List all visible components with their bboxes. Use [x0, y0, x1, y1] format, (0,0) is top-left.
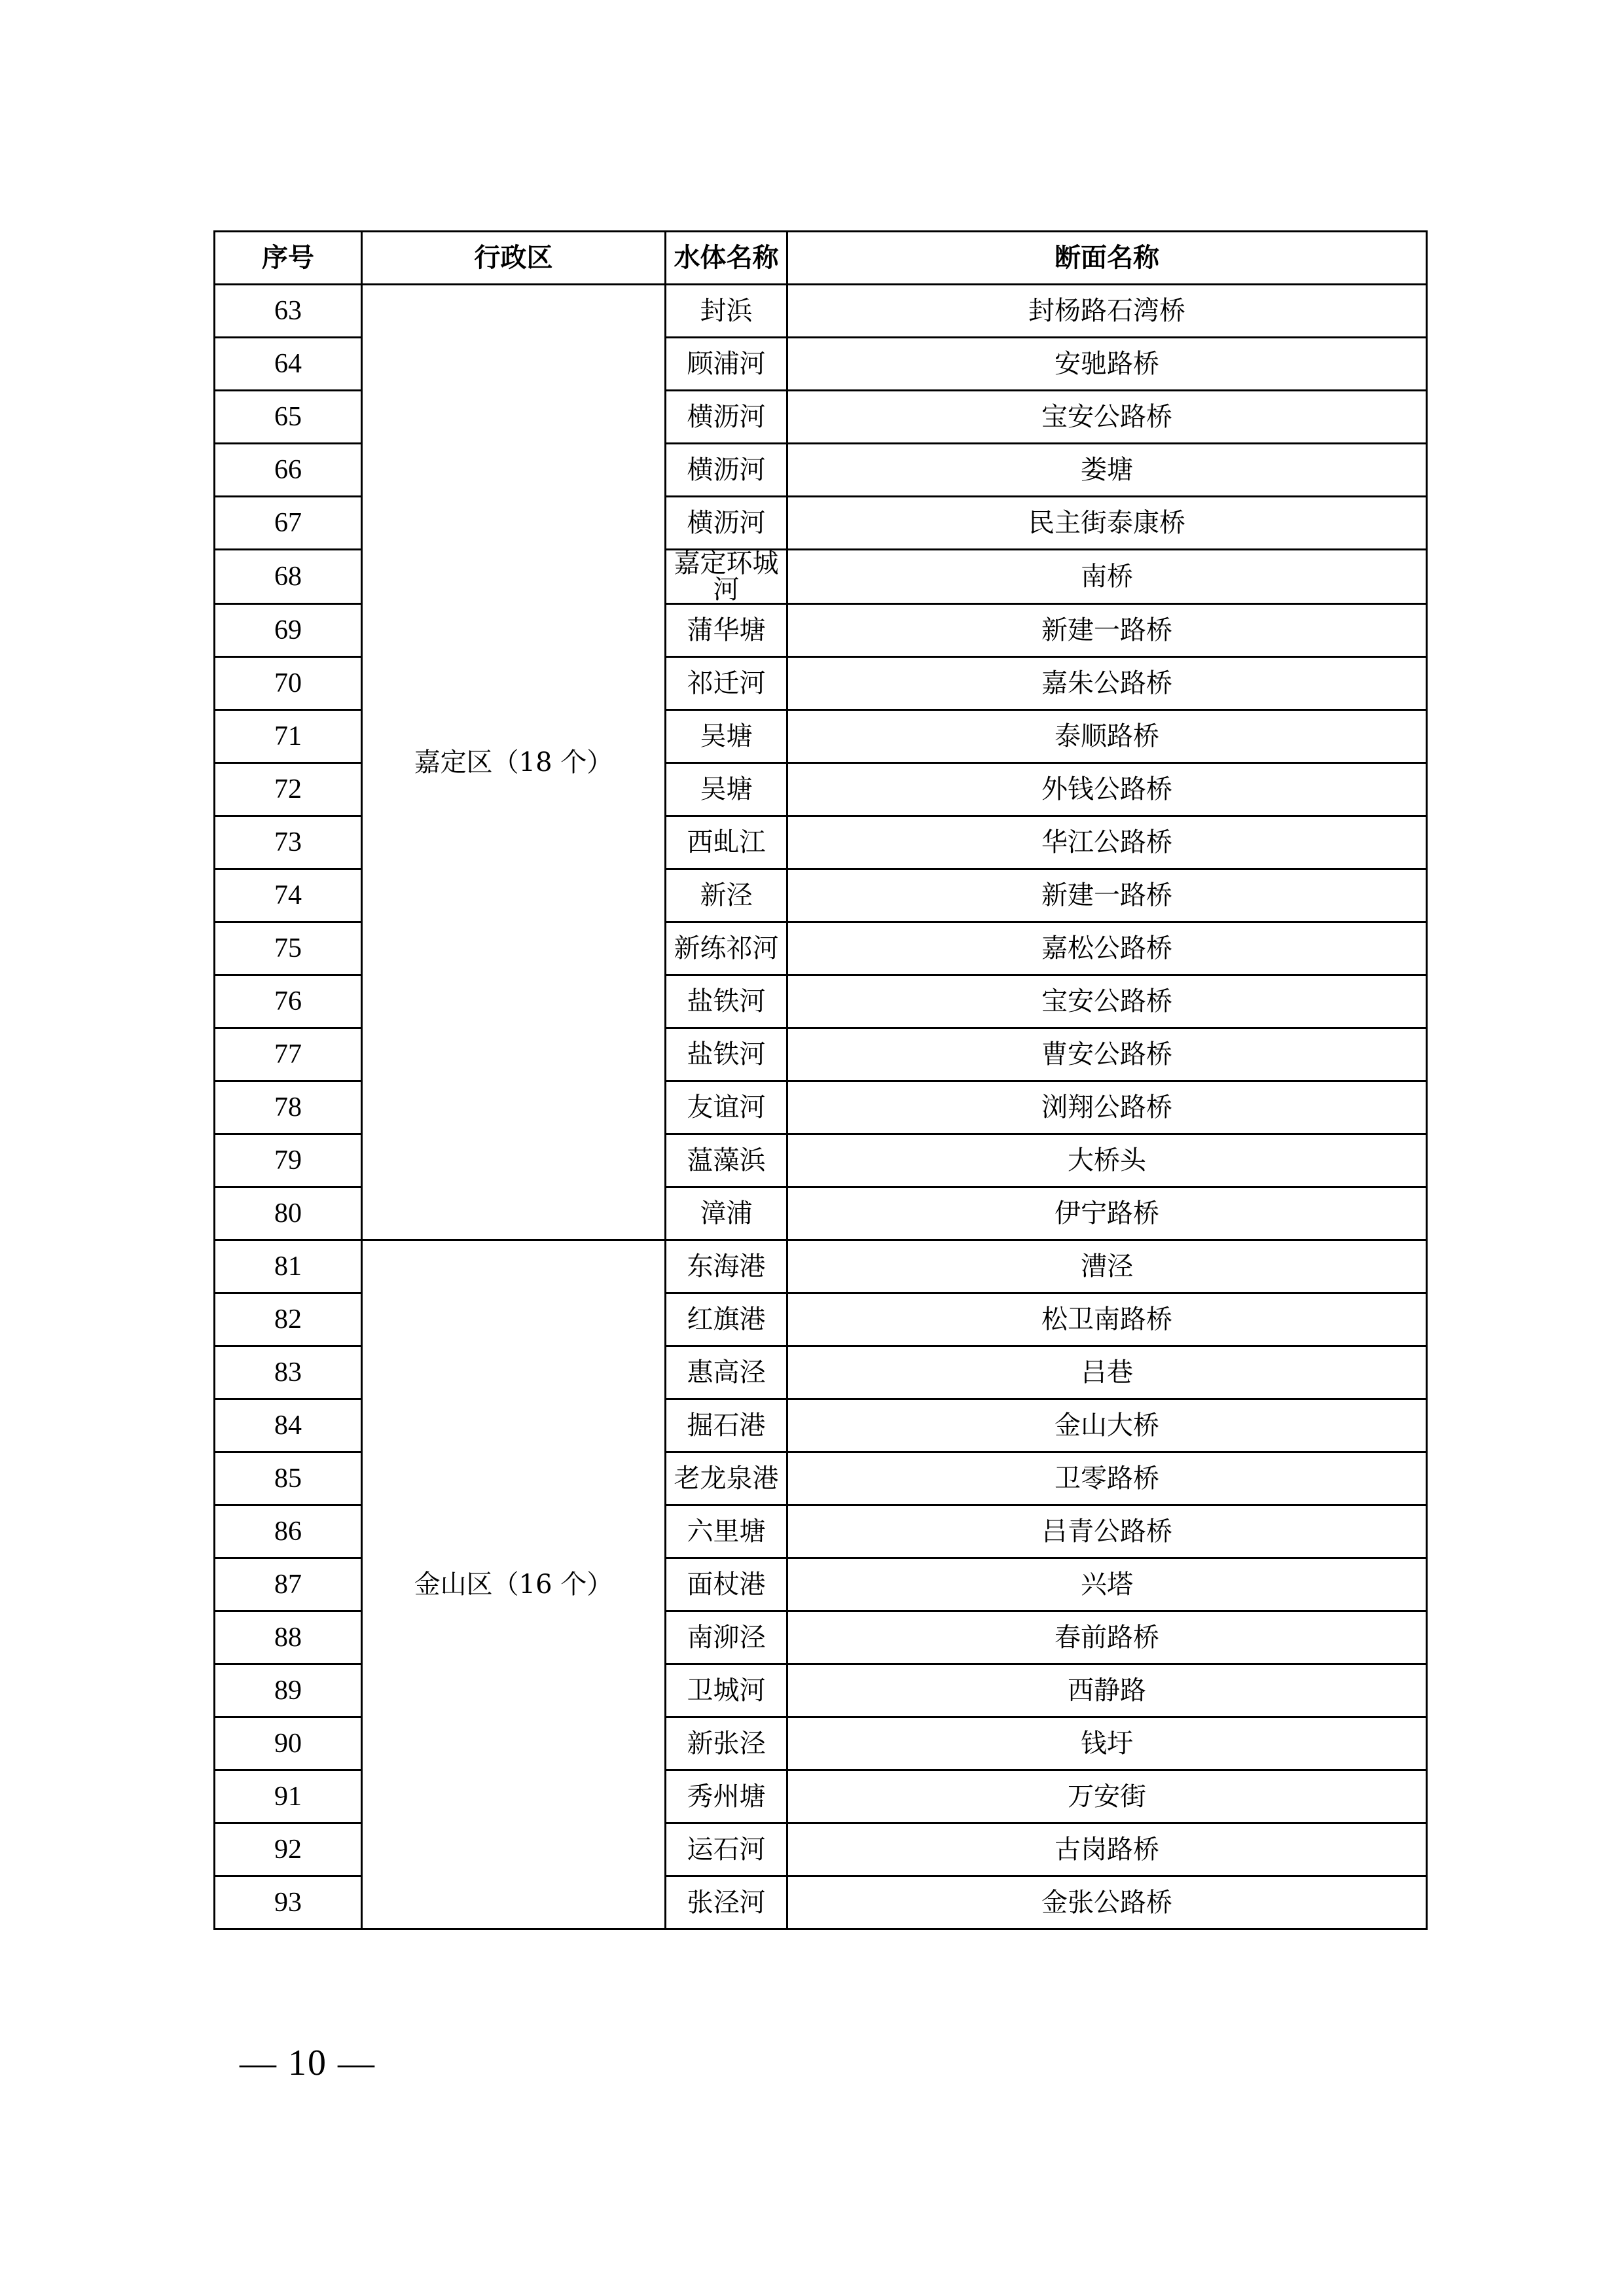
- water-body-cell: 红旗港: [666, 1293, 787, 1346]
- header-district: 行政区: [362, 232, 666, 285]
- header-index: 序号: [215, 232, 362, 285]
- water-body-cell: 东海港: [666, 1240, 787, 1293]
- row-index: 79: [215, 1134, 362, 1187]
- section-cell: 吕青公路桥: [787, 1505, 1427, 1558]
- water-body-cell: 横沥河: [666, 391, 787, 444]
- section-cell: 吕巷: [787, 1346, 1427, 1399]
- row-index: 73: [215, 816, 362, 869]
- section-cell: 古岗路桥: [787, 1823, 1427, 1876]
- section-cell: 泰顺路桥: [787, 710, 1427, 763]
- row-index: 68: [215, 550, 362, 604]
- water-body-cell: 老龙泉港: [666, 1452, 787, 1505]
- section-cell: 钱圩: [787, 1717, 1427, 1770]
- water-body-cell: 顾浦河: [666, 338, 787, 391]
- row-index: 66: [215, 444, 362, 497]
- section-cell: 民主街泰康桥: [787, 497, 1427, 550]
- section-cell: 松卫南路桥: [787, 1293, 1427, 1346]
- water-body-cell: 新泾: [666, 869, 787, 922]
- water-body-cell: 西虬江: [666, 816, 787, 869]
- water-body-cell: 漳浦: [666, 1187, 787, 1240]
- row-index: 91: [215, 1770, 362, 1823]
- header-water-body: 水体名称: [666, 232, 787, 285]
- row-index: 67: [215, 497, 362, 550]
- section-cell: 金山大桥: [787, 1399, 1427, 1452]
- water-body-cell: 掘石港: [666, 1399, 787, 1452]
- header-section: 断面名称: [787, 232, 1427, 285]
- section-cell: 兴塔: [787, 1558, 1427, 1611]
- water-body-cell: 盐铁河: [666, 1028, 787, 1081]
- section-cell: 华江公路桥: [787, 816, 1427, 869]
- water-body-cell: 卫城河: [666, 1664, 787, 1717]
- section-cell: 封杨路石湾桥: [787, 285, 1427, 338]
- table-row: [215, 285, 1427, 338]
- water-body-cell: 嘉定环城河: [666, 550, 787, 604]
- row-index: 72: [215, 763, 362, 816]
- row-index: 75: [215, 922, 362, 975]
- water-body-cell: 南泖泾: [666, 1611, 787, 1664]
- row-index: 82: [215, 1293, 362, 1346]
- section-cell: 嘉松公路桥: [787, 922, 1427, 975]
- row-index: 64: [215, 338, 362, 391]
- water-body-cell: 蒲华塘: [666, 604, 787, 657]
- water-body-cell: 秀州塘: [666, 1770, 787, 1823]
- section-cell: 伊宁路桥: [787, 1187, 1427, 1240]
- table-body: [215, 285, 1427, 1929]
- row-index: 71: [215, 710, 362, 763]
- row-index: 63: [215, 285, 362, 338]
- row-index: 87: [215, 1558, 362, 1611]
- section-cell: 宝安公路桥: [787, 975, 1427, 1028]
- section-cell: 曹安公路桥: [787, 1028, 1427, 1081]
- section-cell: 浏翔公路桥: [787, 1081, 1427, 1134]
- section-cell: 南桥: [787, 550, 1427, 604]
- row-index: 89: [215, 1664, 362, 1717]
- section-cell: 安驰路桥: [787, 338, 1427, 391]
- page-number: — 10 —: [240, 2043, 376, 2083]
- monitoring-section-table: [213, 230, 1428, 1930]
- section-cell: 新建一路桥: [787, 869, 1427, 922]
- section-cell: 春前路桥: [787, 1611, 1427, 1664]
- water-body-cell: 盐铁河: [666, 975, 787, 1028]
- section-cell: 嘉朱公路桥: [787, 657, 1427, 710]
- section-cell: 新建一路桥: [787, 604, 1427, 657]
- row-index: 93: [215, 1876, 362, 1929]
- section-cell: 金张公路桥: [787, 1876, 1427, 1929]
- water-body-cell: 蕰藻浜: [666, 1134, 787, 1187]
- row-index: 80: [215, 1187, 362, 1240]
- water-body-cell: 面杖港: [666, 1558, 787, 1611]
- row-index: 65: [215, 391, 362, 444]
- section-cell: 卫零路桥: [787, 1452, 1427, 1505]
- water-body-cell: 友谊河: [666, 1081, 787, 1134]
- water-body-cell: 惠高泾: [666, 1346, 787, 1399]
- section-cell: 宝安公路桥: [787, 391, 1427, 444]
- row-index: 70: [215, 657, 362, 710]
- section-cell: 大桥头: [787, 1134, 1427, 1187]
- row-index: 90: [215, 1717, 362, 1770]
- section-cell: 漕泾: [787, 1240, 1427, 1293]
- row-index: 83: [215, 1346, 362, 1399]
- water-body-cell: 祁迁河: [666, 657, 787, 710]
- row-index: 86: [215, 1505, 362, 1558]
- water-body-cell: 吴塘: [666, 710, 787, 763]
- water-body-cell: 新张泾: [666, 1717, 787, 1770]
- table-header-row: [215, 232, 1427, 285]
- water-body-cell: 运石河: [666, 1823, 787, 1876]
- water-body-cell: 六里塘: [666, 1505, 787, 1558]
- table-row: [215, 1240, 1427, 1293]
- water-body-cell: 横沥河: [666, 444, 787, 497]
- water-body-cell: 新练祁河: [666, 922, 787, 975]
- water-body-cell: 吴塘: [666, 763, 787, 816]
- water-body-cell: 封浜: [666, 285, 787, 338]
- row-index: 88: [215, 1611, 362, 1664]
- row-index: 78: [215, 1081, 362, 1134]
- row-index: 85: [215, 1452, 362, 1505]
- section-cell: 万安街: [787, 1770, 1427, 1823]
- water-body-cell: 横沥河: [666, 497, 787, 550]
- row-index: 69: [215, 604, 362, 657]
- section-cell: 西静路: [787, 1664, 1427, 1717]
- section-cell: 外钱公路桥: [787, 763, 1427, 816]
- district-cell: 金山区（16 个）: [362, 1240, 666, 1929]
- row-index: 77: [215, 1028, 362, 1081]
- district-cell: 嘉定区（18 个）: [362, 285, 666, 1240]
- row-index: 76: [215, 975, 362, 1028]
- row-index: 81: [215, 1240, 362, 1293]
- water-body-cell: 张泾河: [666, 1876, 787, 1929]
- row-index: 84: [215, 1399, 362, 1452]
- row-index: 92: [215, 1823, 362, 1876]
- row-index: 74: [215, 869, 362, 922]
- section-cell: 娄塘: [787, 444, 1427, 497]
